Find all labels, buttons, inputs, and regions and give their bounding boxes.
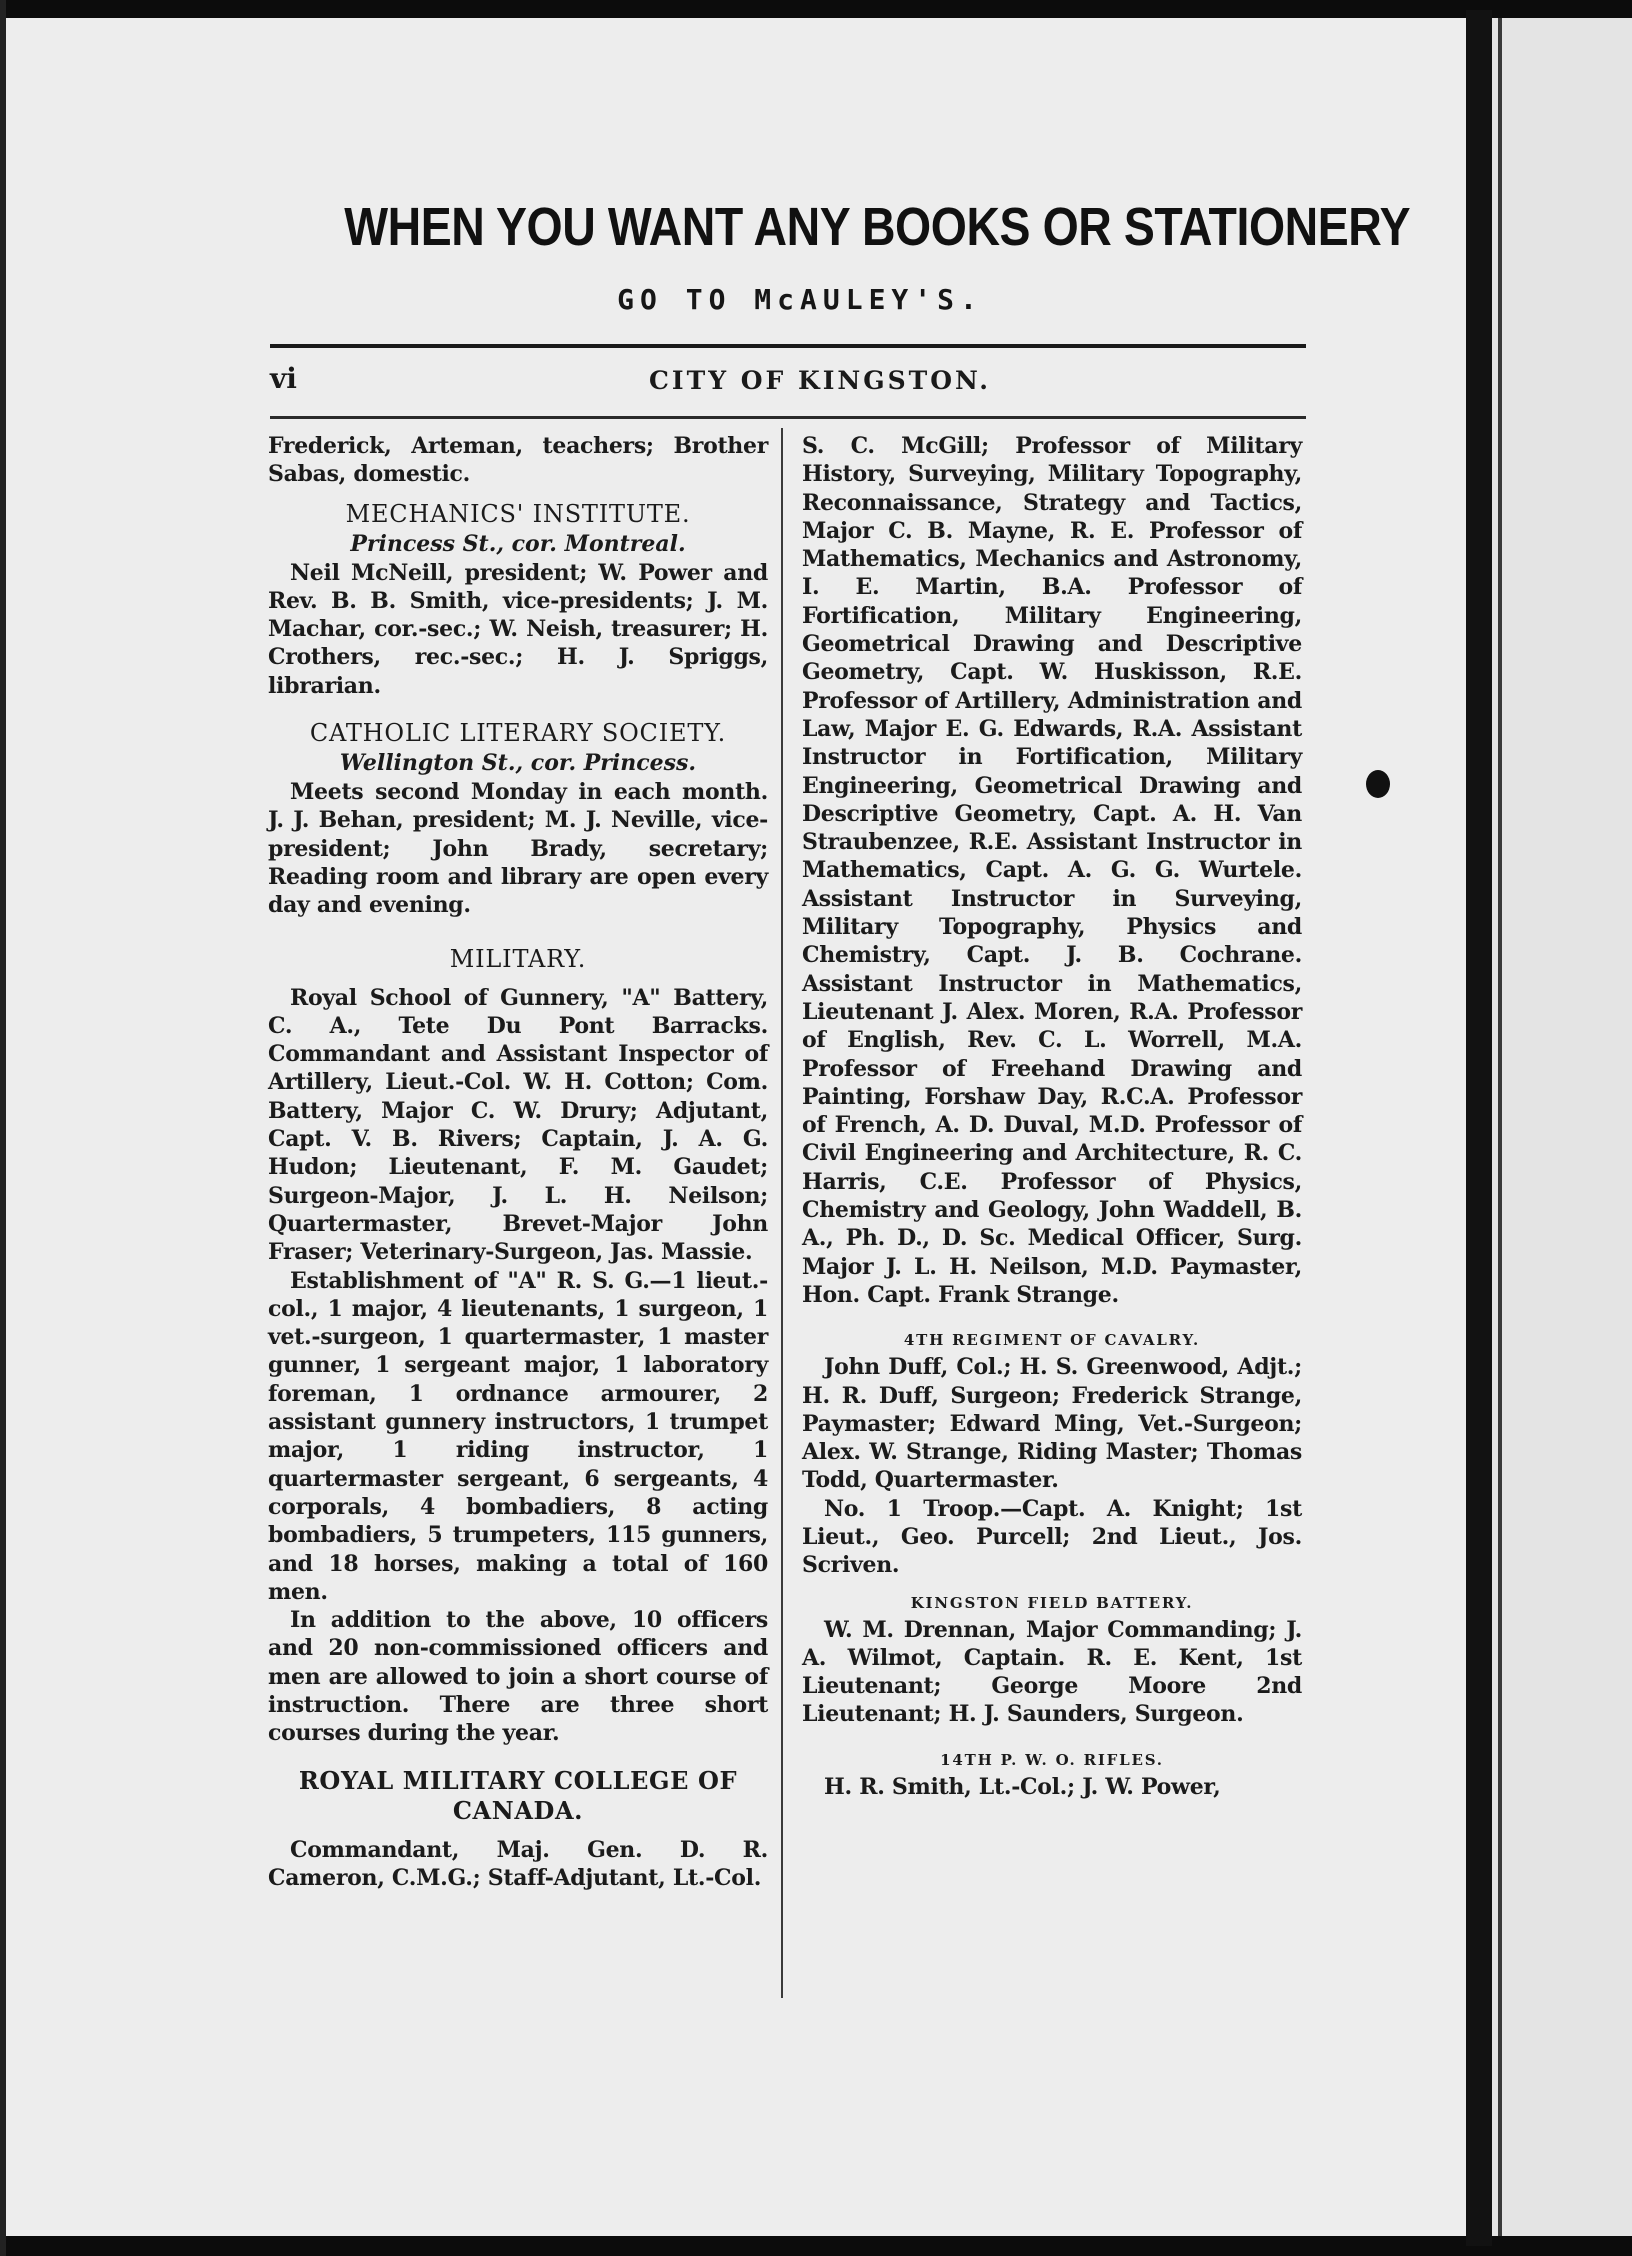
- rifles-text: H. R. Smith, Lt.-Col.; J. W. Power,: [824, 1773, 1221, 1800]
- military-paragraph-2: Establishment of "A" R. S. G.—1 lieut.-col., 1 major, 4 lieutenants, 1 surgeon, 1 vet.-surgeon, 1 quartermaster, 1 master gunner, 1 sergeant major, 1 laboratory foreman, 1 ordnance armourer, 2 assistant gunnery instructors, 1 trumpet major, 1 riding instructor, 1 quartermaster sergeant, 6 sergeants, 4 corporals, 4 bombadiers, 8 acting bombadiers, 5 trumpeters, 115 gunners, and 18 horses, making a total of 160 men.: [268, 1267, 768, 1605]
- continuation-text: Frederick, Arteman, teachers; Brother Sabas, domestic.: [268, 433, 768, 488]
- advertisement-rule: [270, 344, 1306, 348]
- catholic-society-text: Meets second Monday in each month. J. J. Behan, president; M. J. Neville, vice-president; John Brady, secretary; Reading room and library are open every day and evening.: [268, 779, 768, 919]
- ink-blot: [1366, 770, 1390, 798]
- mechanics-institute-heading: MECHANICS' INSTITUTE.: [345, 499, 691, 528]
- book-spine-gutter: [1466, 10, 1492, 2246]
- rmc-continued-text: S. C. McGill; Professor of Military History, Surveying, Military Topography, Reconnaissance, Strategy and Tactics, Major C. B. Mayne, R. E. Professor of Mathematics, Mechanics and Astronomy, I. E. Martin, B.A. Professor of Fortification, Military Engineering, Geometrical Drawing and Descriptive Geometry, Capt. W. Huskisson, R.E. Professor of Artillery, Administration and Law, Major E. G. Edwards, R.A. Assistant Instructor in Fortification, Military Engineering, Geometrical Drawing and Descriptive Geometry, Capt. A. H. Van Straubenzee, R.E. Assistant Instructor in Mathematics, Capt. A. G. G. Wurtele. Assistant Instructor in Surveying, Military Topography, Physics and Chemistry, Capt. J. B. Cochrane. Assistant Instructor in Mathematics, Lieutenant J. Alex. Moren, R.A. Professor of English, Rev. C. L. Worrell, M.A. Professor of Freehand Drawing and Painting, Forshaw Day, R.C.A. Professor of French, A. D. Duval, M.D. Professor of Civil Engineering and Architecture, R. C. Harris, C.E. Professor of Physics, Chemistry and Geology, John Waddell, B. A., Ph. D., D. Sc. Medical Officer, Surg. Major J. L. H. Neilson, M.D. Paymaster, Hon. Capt. Frank Strange.: [802, 433, 1302, 1308]
- left-column: [268, 432, 768, 1892]
- rmc-text: Commandant, Maj. Gen. D. R. Cameron, C.M.G.; Staff-Adjutant, Lt.-Col.: [268, 1836, 768, 1891]
- adjacent-page-border: [1498, 18, 1502, 2236]
- adjacent-page-edge: [1492, 18, 1632, 2236]
- catholic-society-location: Wellington St., cor. Princess.: [339, 750, 697, 777]
- military-paragraph-3: In addition to the above, 10 officers and 20 non-commissioned officers and men are allowed to join a short course of instruction. There are three short courses during the year.: [268, 1607, 768, 1747]
- scan-border-bottom: [0, 2236, 1632, 2256]
- mechanics-institute-location: Princess St., cor. Montreal.: [350, 530, 686, 557]
- military-heading: MILITARY.: [449, 944, 587, 973]
- cavalry-heading: 4TH REGIMENT OF CAVALRY.: [903, 1331, 1201, 1350]
- right-column: [802, 432, 1302, 1801]
- mechanics-institute-text: Neil McNeill, president; W. Power and Rev. B. B. Smith, vice-presidents; J. M. Machar, cor.-sec.; W. Neish, treasurer; H. Crothers, rec.-sec.; H. J. Spriggs, librarian.: [268, 559, 768, 699]
- catholic-society-heading: CATHOLIC LITERARY SOCIETY.: [309, 719, 727, 748]
- cavalry-troop-text: No. 1 Troop.—Capt. A. Knight; 1st Lieut., Geo. Purcell; 2nd Lieut., Jos. Scriven.: [802, 1495, 1302, 1579]
- rmc-heading: ROYAL MILITARY COLLEGE OF CANADA.: [298, 1765, 738, 1825]
- scan-border-left: [0, 0, 6, 2256]
- military-paragraph-1: Royal School of Gunnery, "A" Battery, C. A., Tete Du Pont Barracks. Commandant and Assistant Inspector of Artillery, Lieut.-Col. W. H. Cotton; Com. Battery, Major C. W. Drury; Adjutant, Capt. V. B. Rivers; Captain, J. A. G. Hudon; Lieutenant, F. M. Gaudet; Surgeon-Major, J. L. H. Neilson; Quartermaster, Brevet-Major John Fraser; Veterinary-Surgeon, Jas. Massie.: [268, 984, 768, 1266]
- column-divider: [781, 428, 783, 1998]
- scan-border-top: [0, 0, 1632, 18]
- advertisement-headline: WHEN YOU WANT ANY BOOKS OR STATIONERY: [344, 197, 1411, 257]
- rifles-heading: 14TH P. W. O. RIFLES.: [940, 1750, 1164, 1769]
- header-rule: [270, 416, 1306, 419]
- cavalry-text: John Duff, Col.; H. S. Greenwood, Adjt.; H. R. Duff, Surgeon; Frederick Strange, Paymaster; Edward Ming, Vet.-Surgeon; Alex. W. Strange, Riding Master; Thomas Todd, Quartermaster.: [802, 1354, 1302, 1494]
- running-head: CITY OF KINGSTON.: [649, 366, 991, 395]
- field-battery-text: W. M. Drennan, Major Commanding; J. A. Wilmot, Captain. R. E. Kent, 1st Lieutenant; George Moore 2nd Lieutenant; H. J. Saunders, Surgeon.: [802, 1616, 1302, 1728]
- advertisement-subline: GO TO McAULEY'S.: [617, 283, 983, 316]
- field-battery-heading: KINGSTON FIELD BATTERY.: [910, 1593, 1194, 1612]
- page-number: vi: [270, 362, 297, 395]
